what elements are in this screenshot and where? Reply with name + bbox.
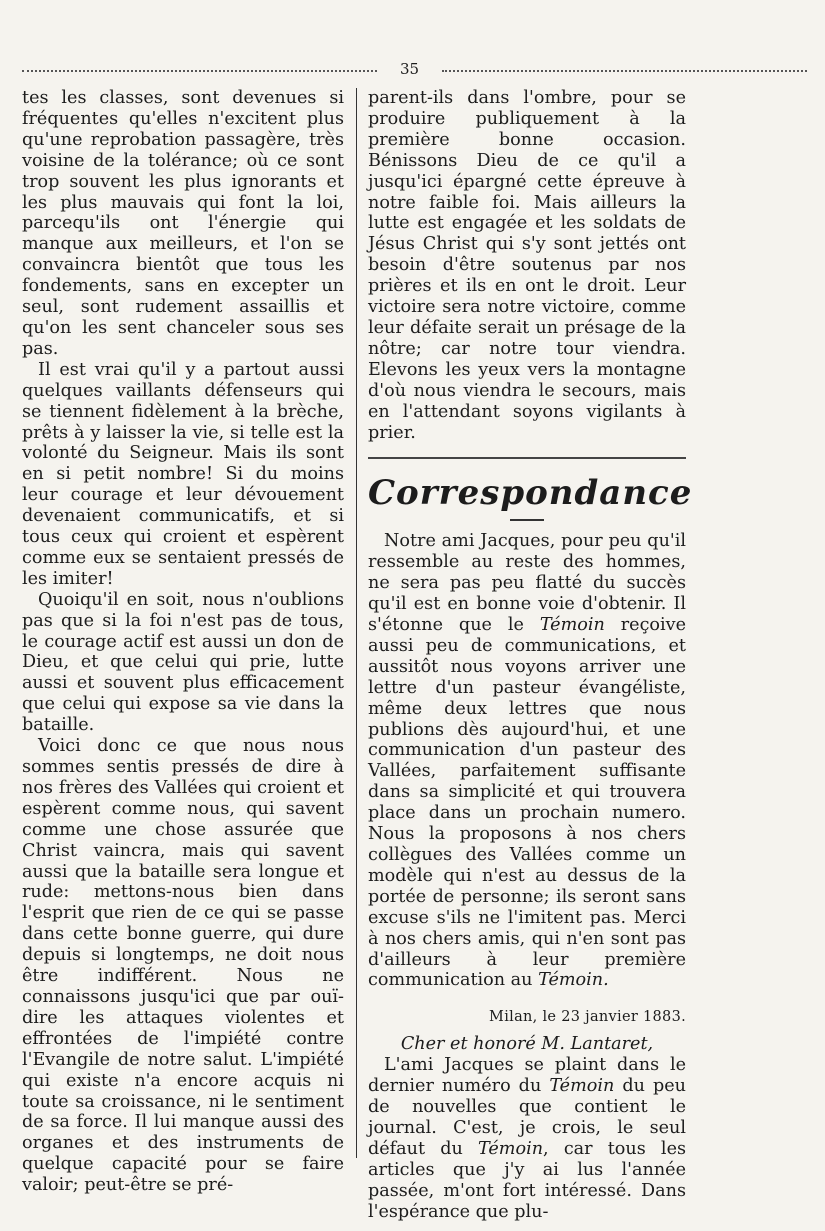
letter-dateline: Milan, le 23 janvier 1883. xyxy=(489,1009,686,1026)
publication-name: Témoin xyxy=(549,1076,615,1097)
section-divider xyxy=(368,457,686,459)
column-divider xyxy=(356,88,357,1158)
publication-name: Témoin xyxy=(539,615,605,636)
publication-name: Témoin. xyxy=(538,970,609,991)
paragraph: Quoiqu'il en soit, nous n'oublions pas que si la foi n'est pas de tous, le courage actif est aussi un don de Dieu, et que celui qui prie, lutte aussi et souvent plus efficacement que celui qui expose sa vie dans la bataille. xyxy=(22,589,344,736)
right-column xyxy=(368,88,693,1222)
page-header xyxy=(22,60,807,82)
paragraph: tes les classes, sont devenues si fréquentes qu'elles n'excitent plus qu'une reprobation passagère, très voisine de la tolérance; où ce sont trop souvent les plus ignorants et les plus mauvais qui font la loi, parcequ'ils ont l'énergie qui manque aux meilleurs, et l'on se convaincra bientôt que tous les fondements, sans en excepter un seul, sont rudement assaillis et qu'on les sent chanceler sous ses pas. xyxy=(22,88,344,359)
text-run: Notre ami Jacques, pour peu qu'il ressemble au reste des hommes, ne sera pas peu flatté du succès qu'il est en bonne voie d'obtenir. Il s'étonne que le xyxy=(368,531,686,636)
paragraph xyxy=(368,1055,686,1222)
text-run: , car tous les articles que j'y ai lus l'année passée, m'ont fort intéressé. Dans l'espérance que plu- xyxy=(368,1138,687,1222)
text-run: L'ami Jacques se plaint dans le dernier numéro du xyxy=(368,1055,686,1097)
section-title: Correspondance xyxy=(368,473,693,514)
text-run: du peu de nouvelles que contient le journal. C'est, je crois, le seul défaut du xyxy=(368,1076,686,1159)
header-rule-right xyxy=(442,70,807,72)
paragraph: Il est vrai qu'il y a partout aussi quelques vaillants défenseurs qui se tiennent fidèlement à la brèche, prêts à y laisser la vie, si telle est la volonté du Seigneur. Mais ils sont en si petit nombre! Si du moins leur courage et leur dévouement devenaient communicatifs, et si tous ceux qui croient et espèrent comme eux se sentaient pressés de les imiter! xyxy=(22,359,344,589)
header-rule-left xyxy=(22,70,377,72)
left-column xyxy=(22,88,344,1196)
paragraph: Voici donc ce que nous nous sommes sentis pressés de dire à nos frères des Vallées qui croient et espèrent comme nous, qui savent comme une chose assurée que Christ vaincra, mais qui savent aussi que la bataille sera longue et rude: mettons-nous bien dans l'esprit que rien de ce qui se passe dans cette bonne guerre, qui dure depuis si longtemps, ne doit nous être indifférent. Nous ne connaissons jusqu'ici que par ouï-dire les attaques violentes et effrontées de l'impiété contre l'Evangile de notre salut. L'impiété qui existe n'a encore acquis ni toute sa croissance, ni le sentiment de sa force. Il lui manque aussi des organes et des instruments de quelque capacité pour se faire valoir; peut-être se pré- xyxy=(22,736,344,1196)
paragraph xyxy=(368,531,686,991)
paragraph: parent-ils dans l'ombre, pour se produire publiquement à la première bonne occasion. Bénissons Dieu de ce qu'il a jusqu'ici épargné cette épreuve à notre faible foi. Mais ailleurs la lutte est engagée et les soldats de Jésus Christ qui s'y sont jettés ont besoin d'être soutenus par nos prières et ils en ont le droit. Leur victoire sera notre victoire, comme leur défaite serait un présage de la nôtre; car notre tour viendra. Elevons les yeux vers la montagne d'où nous viendra le secours, mais en l'attendant soyons vigilants à prier. xyxy=(368,88,686,443)
text-run: reçoive aussi peu de communications, et aussitôt nous voyons arriver une lettre d'un pasteur évangéliste, même deux lettres que nous publions dès aujourd'hui, et une communication d'un pasteur des Vallées, parfaitement suffisante dans sa simplicité et qui trouvera place dans un prochain numero. Nous la proposons à nos chers collègues des Vallées comme un modèle qui n'est au dessus de la portée de personne; ils seront sans excuse s'ils ne l'imitent pas. Merci à nos chers amis, qui n'en sont pas d'ailleurs à leur première communication au xyxy=(368,615,686,991)
title-underline xyxy=(510,519,544,521)
letter-salutation: Cher et honoré M. Lantaret, xyxy=(400,1034,654,1055)
publication-name: Témoin xyxy=(478,1138,544,1159)
page-number: 35 xyxy=(399,60,420,78)
